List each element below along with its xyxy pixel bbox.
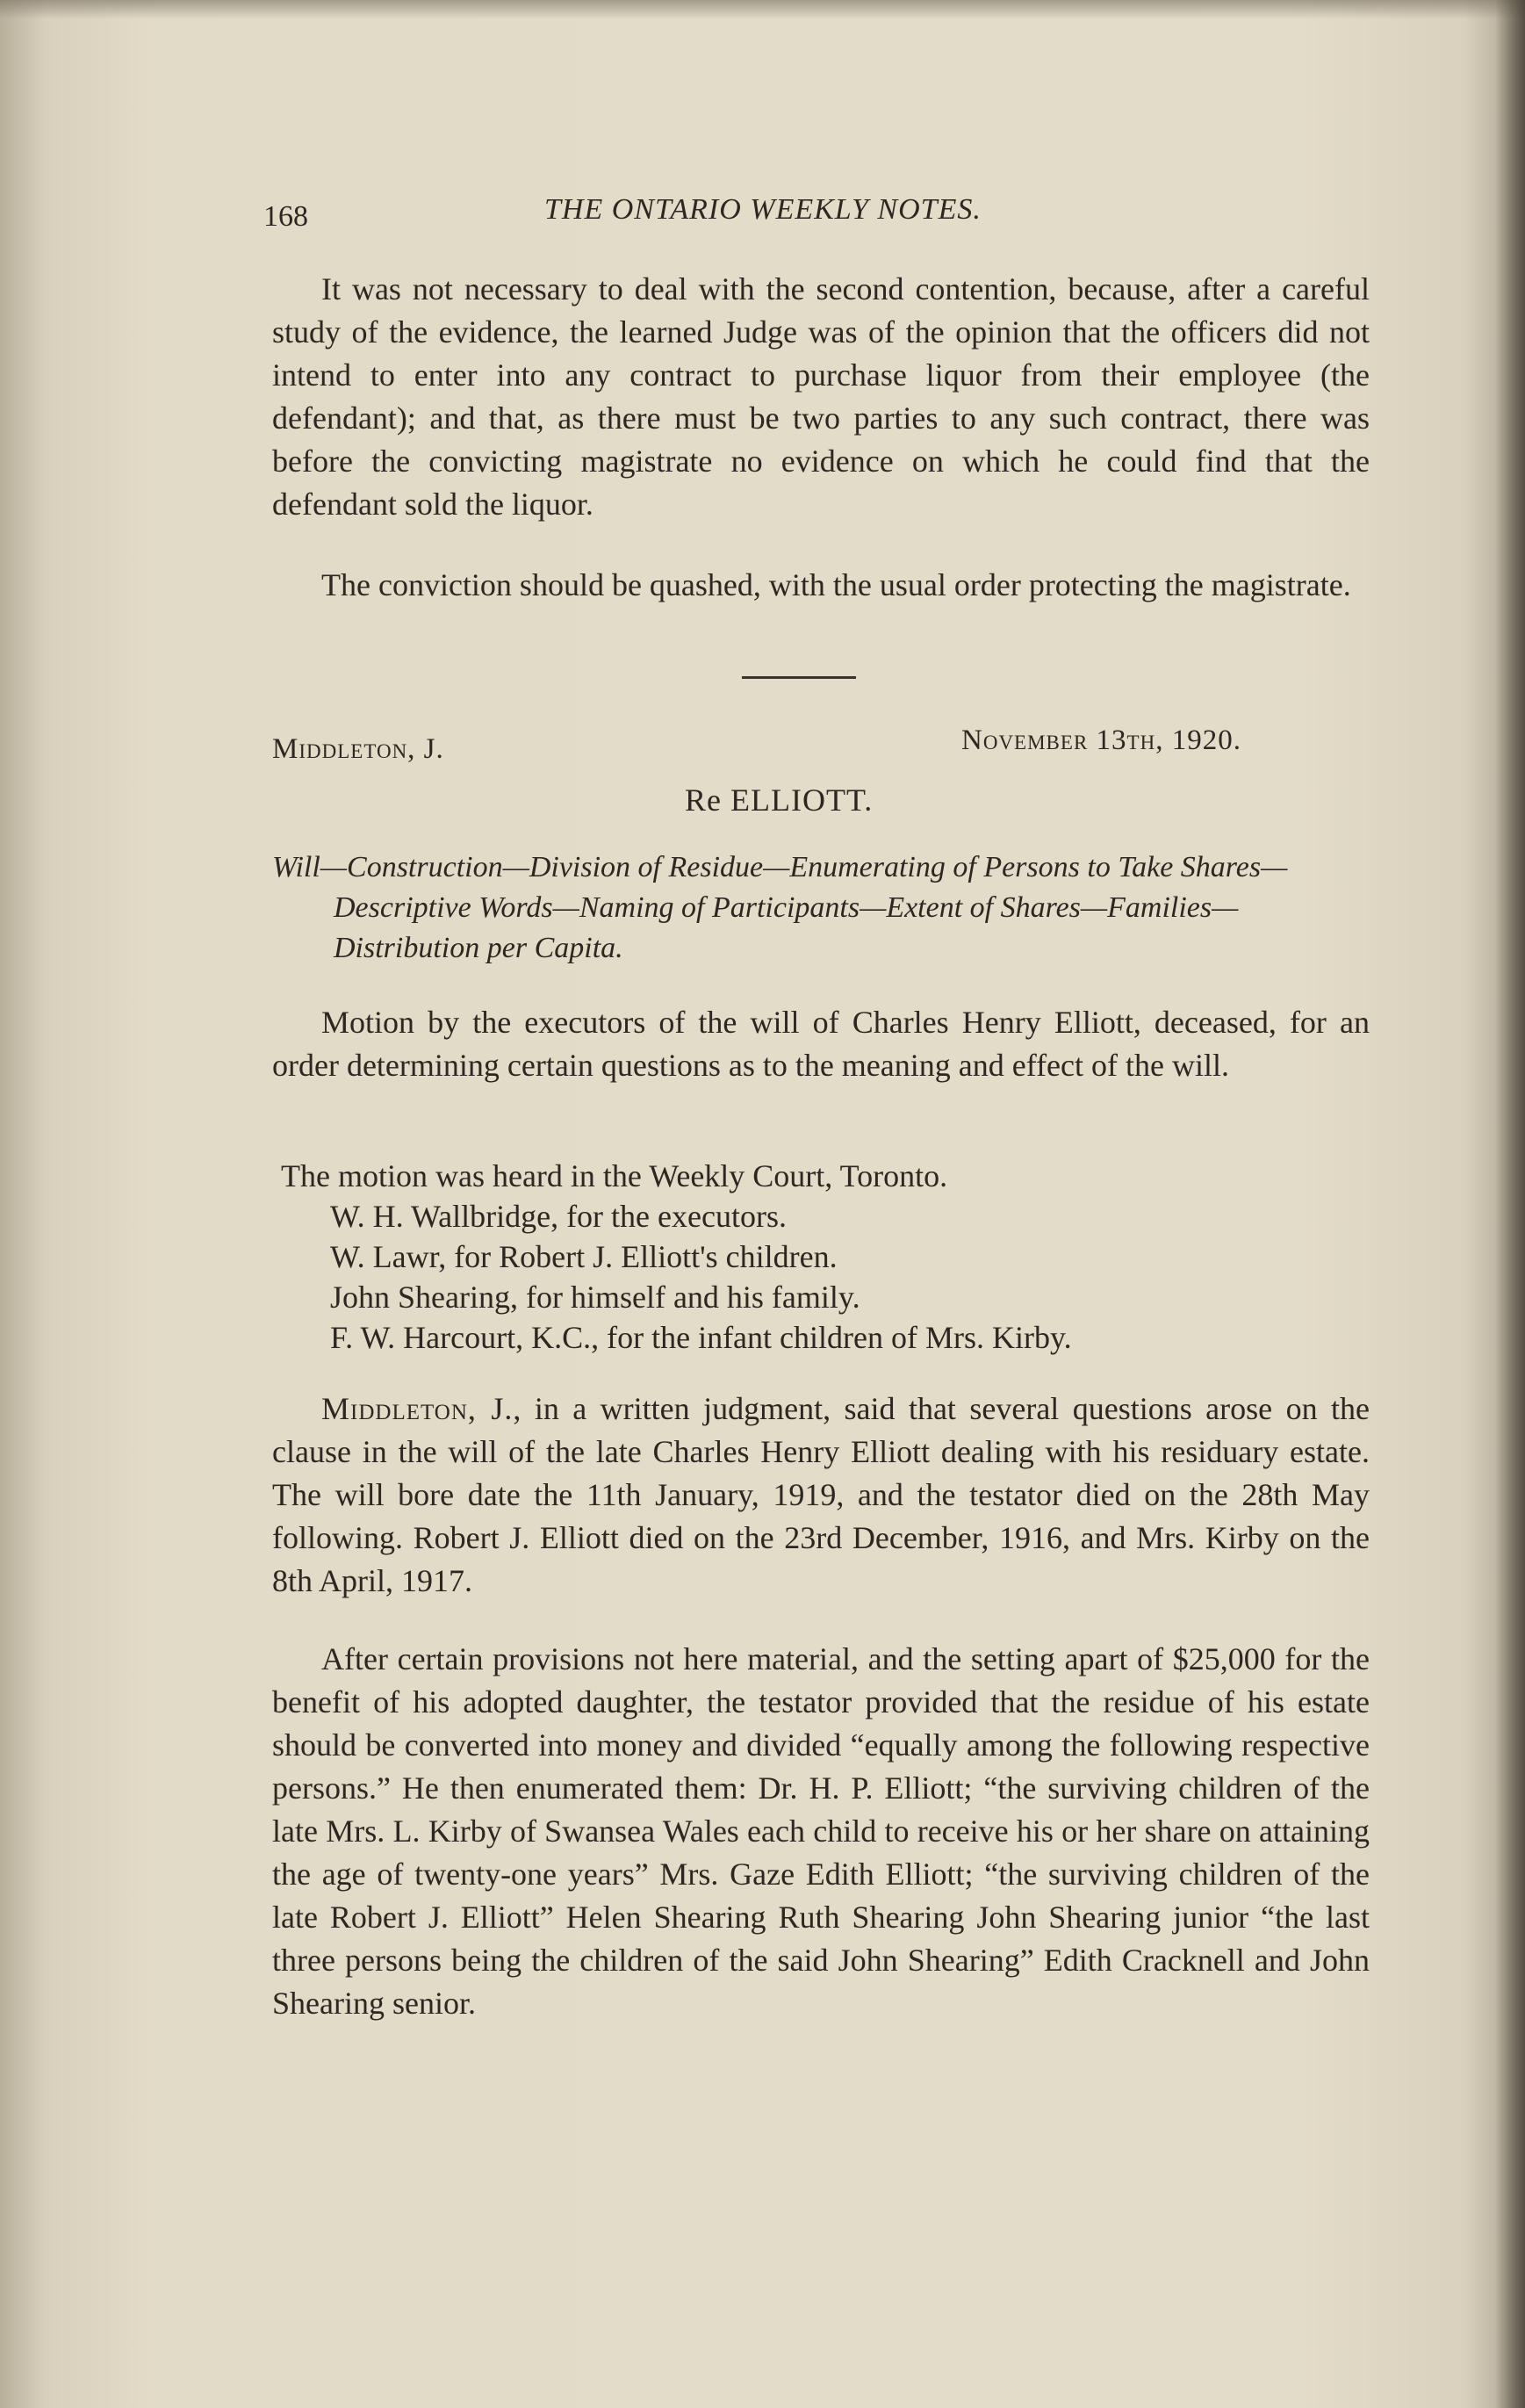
- headnote: Will—Construction—Division of Residue—Enumerating of Persons to Take Shares—Descriptive Words—Naming of Participants—Extent of Shares—Families—Distribution per Capita.: [272, 851, 1288, 964]
- prev-case-paragraph-2: The conviction should be quashed, with the usual order protecting the magistrate.: [321, 567, 1351, 602]
- counsel-entry: W. Lawr, for Robert J. Elliott's children.: [330, 1239, 838, 1274]
- judgment-judge-name: Middleton, J.: [321, 1391, 514, 1426]
- judgment-text-1: , in a written judgment, said that several questions arose on the clause in the will of the late Charles Henry Elliott dealing with his residuary estate. The will bore date the 11th January, 1919, and the testator died on the 28th May following. Robert J. Elliott died on the 23rd December, 1916, and Mrs. Kirby on the 8th April, 1917.: [272, 1391, 1370, 1598]
- page-fold-shadow: [0, 0, 1525, 19]
- page-number: 168: [263, 200, 308, 233]
- book-spine-shadow: [1495, 0, 1525, 2408]
- judge-name: Middleton, J.: [272, 733, 444, 765]
- decision-date: November 13th, 1920.: [961, 725, 1241, 756]
- counsel-entry: F. W. Harcourt, K.C., for the infant children of Mrs. Kirby.: [330, 1320, 1072, 1355]
- counsel-entry: John Shearing, for himself and his family.: [330, 1280, 860, 1315]
- running-head: THE ONTARIO WEEKLY NOTES.: [544, 193, 982, 226]
- case-title: Re ELLIOTT.: [685, 782, 874, 818]
- counsel-entry: W. H. Wallbridge, for the executors.: [330, 1199, 787, 1234]
- judgment-paragraph-1: [272, 1388, 1370, 1603]
- motion-paragraph: Motion by the executors of the will of Charles Henry Elliott, deceased, for an order determining certain questions as to the meaning and effect of the will.: [272, 1005, 1370, 1083]
- prev-case-paragraph-1: It was not necessary to deal with the second contention, because, after a careful study of the evidence, the learned Judge was of the opinion that the officers did not intend to enter into any contract to purchase liquor from their employee (the defendant); and that, as there must be two parties to any such contract, there was before the convicting magistrate no evidence on which he could find that the defendant sold the liquor.: [272, 271, 1370, 522]
- judgment-paragraph-2: After certain provisions not here material, and the setting apart of $25,000 for the benefit of his adopted daughter, the testator provided that the residue of his estate should be converted into money and divided “equally among the following respective persons.” He then enumerated them: Dr. H. P. Elliott; “the surviving children of the late Mrs. L. Kirby of Swansea Wales each child to receive his or her share on attaining the age of twenty-one years” Mrs. Gaze Edith Elliott; “the surviving children of the late Robert J. Elliott” Helen Shearing Ruth Shearing John Shearing junior “the last three persons being the children of the said John Shearing” Edith Cracknell and John Shearing senior.: [272, 1641, 1370, 2021]
- page-header: [263, 193, 1089, 237]
- heard-line: The motion was heard in the Weekly Court, Toronto.: [281, 1158, 948, 1193]
- section-divider: [742, 676, 856, 679]
- counsel-list: [281, 1196, 1378, 1358]
